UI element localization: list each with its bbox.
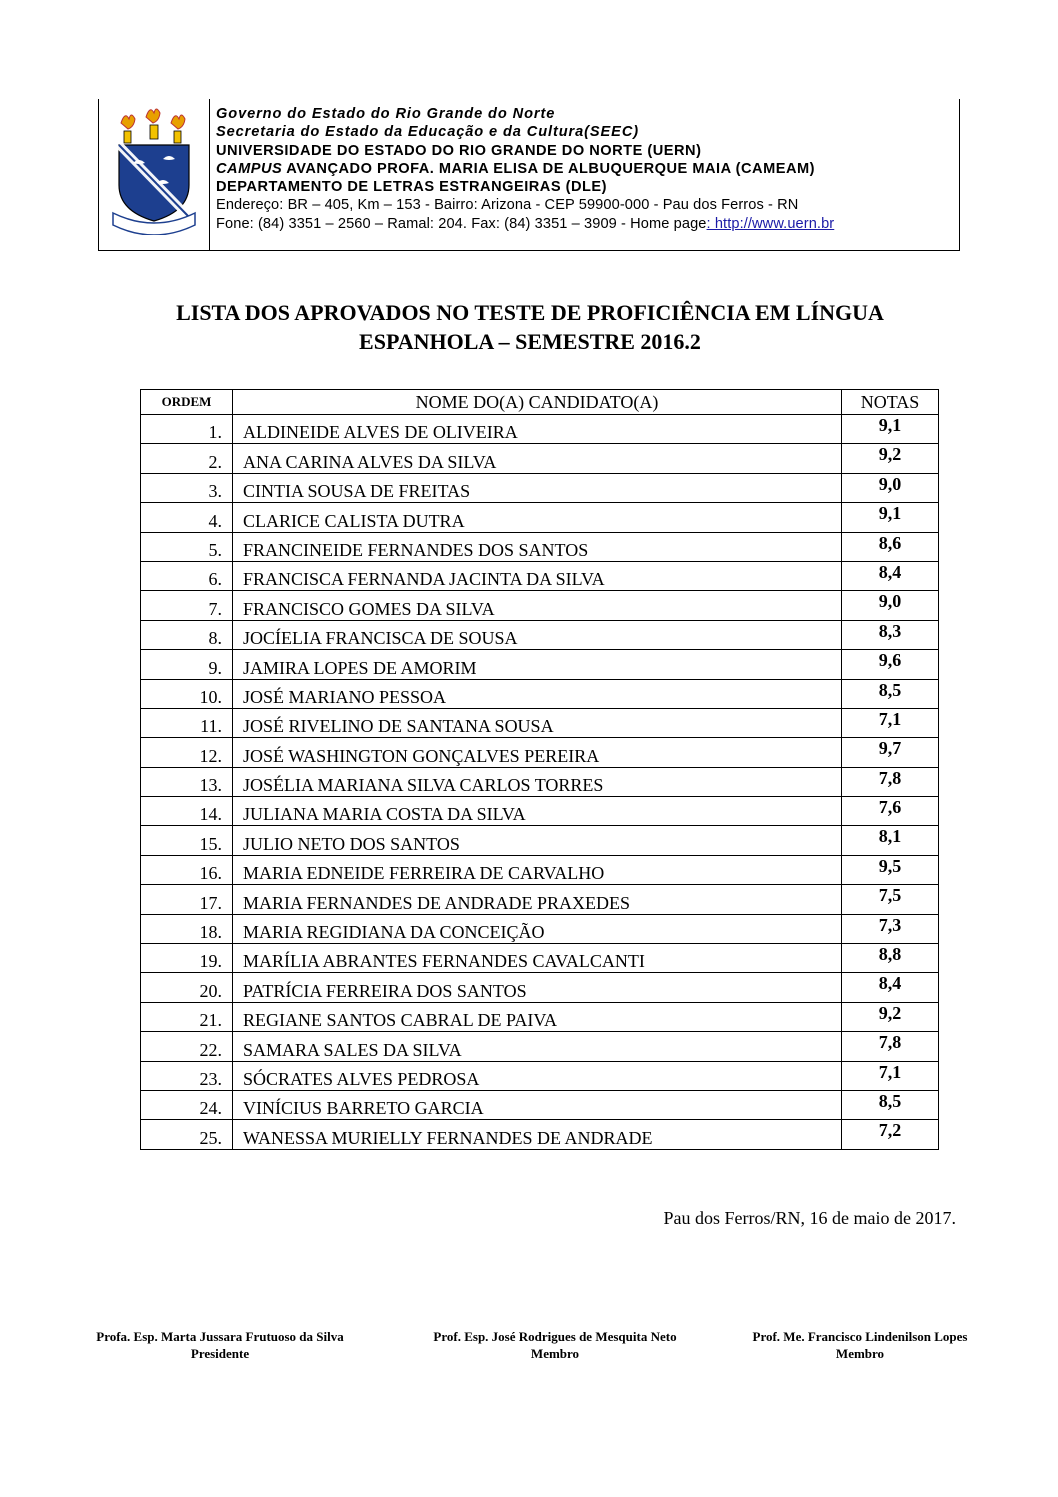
- row-order: 6.: [141, 561, 233, 590]
- row-grade: 9,1: [842, 503, 939, 532]
- row-order: 8.: [141, 620, 233, 649]
- row-name: JOSÉLIA MARIANA SILVA CARLOS TORRES: [233, 767, 842, 796]
- phone-line: [216, 215, 956, 233]
- signature-2: [400, 1328, 710, 1362]
- crest-cell: [99, 99, 210, 250]
- row-order: 22.: [141, 1032, 233, 1061]
- row-name: JOSÉ RIVELINO DE SANTANA SOUSA: [233, 708, 842, 737]
- signature-role: Membro: [835, 1346, 885, 1361]
- campus-line: [216, 160, 956, 178]
- row-name: JOSÉ MARIANO PESSOA: [233, 679, 842, 708]
- row-name: MARIA EDNEIDE FERREIRA DE CARVALHO: [233, 855, 842, 884]
- title-line-1: LISTA DOS APROVADOS NO TESTE DE PROFICIÊNCIA EM LÍNGUA: [176, 300, 884, 325]
- table-row: [141, 415, 939, 444]
- row-name: CINTIA SOUSA DE FREITAS: [233, 473, 842, 502]
- row-name: VINÍCIUS BARRETO GARCIA: [233, 1090, 842, 1119]
- row-grade: 7,8: [842, 767, 939, 796]
- row-order: 9.: [141, 650, 233, 679]
- title-line-2: ESPANHOLA – SEMESTRE 2016.2: [359, 329, 701, 354]
- row-order: 2.: [141, 444, 233, 473]
- row-order: 7.: [141, 591, 233, 620]
- row-order: 10.: [141, 679, 233, 708]
- table-row: [141, 679, 939, 708]
- row-grade: 7,2: [842, 1120, 939, 1149]
- row-grade: 9,1: [842, 415, 939, 444]
- row-order: 19.: [141, 944, 233, 973]
- row-grade: 7,6: [842, 797, 939, 826]
- table-row: [141, 1061, 939, 1090]
- row-order: 11.: [141, 708, 233, 737]
- row-order: 18.: [141, 914, 233, 943]
- row-order: 24.: [141, 1090, 233, 1119]
- row-order: 15.: [141, 826, 233, 855]
- row-grade: 9,2: [842, 444, 939, 473]
- row-order: 3.: [141, 473, 233, 502]
- table-header-row: [141, 390, 939, 415]
- row-name: PATRÍCIA FERREIRA DOS SANTOS: [233, 973, 842, 1002]
- row-grade: 9,6: [842, 650, 939, 679]
- row-grade: 8,6: [842, 532, 939, 561]
- table-row: [141, 650, 939, 679]
- campus-word: CAMPUS: [216, 160, 283, 177]
- row-grade: 9,0: [842, 473, 939, 502]
- table-row: [141, 738, 939, 767]
- signature-role: Membro: [530, 1346, 580, 1361]
- row-grade: 7,3: [842, 914, 939, 943]
- letterhead-text: [216, 105, 956, 233]
- row-name: SÓCRATES ALVES PEDROSA: [233, 1061, 842, 1090]
- row-order: 12.: [141, 738, 233, 767]
- header-order: ORDEM: [141, 390, 233, 415]
- row-name: JAMIRA LOPES DE AMORIM: [233, 650, 842, 679]
- table-row: [141, 473, 939, 502]
- table-row: [141, 444, 939, 473]
- row-grade: 8,3: [842, 620, 939, 649]
- row-name: ALDINEIDE ALVES DE OLIVEIRA: [233, 415, 842, 444]
- row-name: REGIANE SANTOS CABRAL DE PAIVA: [233, 1002, 842, 1031]
- row-name: SAMARA SALES DA SILVA: [233, 1032, 842, 1061]
- row-grade: 9,5: [842, 855, 939, 884]
- row-order: 14.: [141, 797, 233, 826]
- row-order: 20.: [141, 973, 233, 1002]
- row-name: JOSÉ WASHINGTON GONÇALVES PEREIRA: [233, 738, 842, 767]
- row-grade: 8,4: [842, 561, 939, 590]
- results-table: [140, 389, 939, 1150]
- table-row: [141, 708, 939, 737]
- row-name: JULIO NETO DOS SANTOS: [233, 826, 842, 855]
- signature-name: Prof. Me. Francisco Lindenilson Lopes: [752, 1329, 968, 1344]
- row-name: CLARICE CALISTA DUTRA: [233, 503, 842, 532]
- table-row: [141, 1120, 939, 1149]
- table-row: [141, 1002, 939, 1031]
- table-row: [141, 1032, 939, 1061]
- row-grade: 8,5: [842, 1090, 939, 1119]
- row-order: 13.: [141, 767, 233, 796]
- row-grade: 7,1: [842, 708, 939, 737]
- table-row: [141, 532, 939, 561]
- table-row: [141, 591, 939, 620]
- address-line: Endereço: BR – 405, Km – 153 - Bairro: Arizona - CEP 59900-000 - Pau dos Ferros - RN: [216, 197, 799, 214]
- row-name: FRANCINEIDE FERNANDES DOS SANTOS: [233, 532, 842, 561]
- table-row: [141, 1090, 939, 1119]
- header-name: NOME DO(A) CANDIDATO(A): [233, 390, 842, 415]
- row-name: JOCÍELIA FRANCISCA DE SOUSA: [233, 620, 842, 649]
- row-order: 5.: [141, 532, 233, 561]
- signature-role: Presidente: [190, 1346, 250, 1361]
- govt-line: Governo do Estado do Rio Grande do Norte: [216, 106, 556, 122]
- row-name: WANESSA MURIELLY FERNANDES DE ANDRADE: [233, 1120, 842, 1149]
- table-row: [141, 973, 939, 1002]
- row-grade: 9,2: [842, 1002, 939, 1031]
- row-name: MARIA REGIDIANA DA CONCEIÇÃO: [233, 914, 842, 943]
- signature-1: [65, 1328, 375, 1362]
- page-title: [80, 298, 980, 356]
- university-line: UNIVERSIDADE DO ESTADO DO RIO GRANDE DO NORTE (UERN): [216, 142, 702, 159]
- table-row: [141, 561, 939, 590]
- row-grade: 9,0: [842, 591, 939, 620]
- signature-name: Prof. Esp. José Rodrigues de Mesquita Neto: [433, 1329, 677, 1344]
- uern-crest-logo: [111, 105, 197, 235]
- row-order: 16.: [141, 855, 233, 884]
- row-name: JULIANA MARIA COSTA DA SILVA: [233, 797, 842, 826]
- homepage-link[interactable]: : http://www.uern.br: [706, 215, 835, 232]
- table-row: [141, 855, 939, 884]
- row-name: MARÍLIA ABRANTES FERNANDES CAVALCANTI: [233, 944, 842, 973]
- row-grade: 8,4: [842, 973, 939, 1002]
- signature-name: Profa. Esp. Marta Jussara Frutuoso da Silva: [96, 1329, 344, 1344]
- row-order: 23.: [141, 1061, 233, 1090]
- campus-name: AVANÇADO PROFA. MARIA ELISA DE ALBUQUERQUE MAIA (CAMEAM): [282, 160, 816, 177]
- row-grade: 7,1: [842, 1061, 939, 1090]
- row-order: 4.: [141, 503, 233, 532]
- place-date: Pau dos Ferros/RN, 16 de maio de 2017.: [663, 1208, 956, 1228]
- row-order: 1.: [141, 415, 233, 444]
- row-grade: 8,8: [842, 944, 939, 973]
- row-order: 21.: [141, 1002, 233, 1031]
- row-name: FRANCISCO GOMES DA SILVA: [233, 591, 842, 620]
- secretariat-line: Secretaria do Estado da Educação e da Cultura(SEEC): [216, 124, 640, 141]
- row-name: FRANCISCA FERNANDA JACINTA DA SILVA: [233, 561, 842, 590]
- signature-3: [720, 1328, 1000, 1362]
- row-name: ANA CARINA ALVES DA SILVA: [233, 444, 842, 473]
- table-row: [141, 914, 939, 943]
- row-grade: 9,7: [842, 738, 939, 767]
- table-row: [141, 620, 939, 649]
- row-grade: 7,5: [842, 885, 939, 914]
- row-grade: 7,8: [842, 1032, 939, 1061]
- row-order: 17.: [141, 885, 233, 914]
- row-name: MARIA FERNANDES DE ANDRADE PRAXEDES: [233, 885, 842, 914]
- row-order: 25.: [141, 1120, 233, 1149]
- row-grade: 8,1: [842, 826, 939, 855]
- table-row: [141, 944, 939, 973]
- table-row: [141, 503, 939, 532]
- row-grade: 8,5: [842, 679, 939, 708]
- phone-text: Fone: (84) 3351 – 2560 – Ramal: 204. Fax: (84) 3351 – 3909 - Home page: [216, 215, 707, 232]
- header-grade: NOTAS: [842, 390, 939, 415]
- table-row: [141, 885, 939, 914]
- department-line: DEPARTAMENTO DE LETRAS ESTRANGEIRAS (DLE): [216, 179, 608, 196]
- table-row: [141, 797, 939, 826]
- table-row: [141, 826, 939, 855]
- letterhead: [98, 99, 960, 251]
- table-row: [141, 767, 939, 796]
